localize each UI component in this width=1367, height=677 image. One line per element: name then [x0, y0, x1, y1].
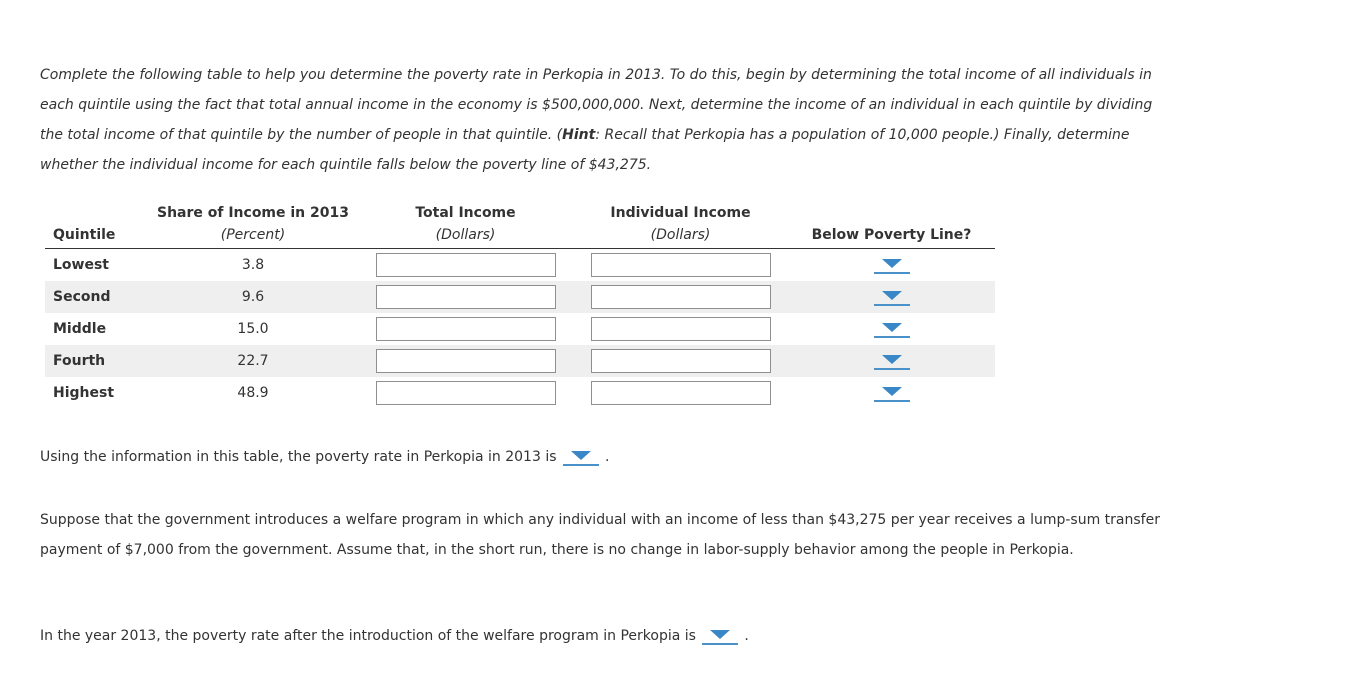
table-row [45, 345, 995, 377]
total-income-input-highest[interactable] [376, 381, 556, 405]
header-quintile: Quintile [45, 221, 148, 249]
total-income-input-lowest[interactable] [376, 253, 556, 277]
quintile-label: Second [45, 281, 148, 313]
individual-income-input-middle[interactable] [591, 317, 771, 341]
header-below-poverty: Below Poverty Line? [788, 221, 995, 249]
header-individual-income: Individual Income [610, 205, 751, 221]
welfare-question-text: In the year 2013, the poverty rate after the introduction of the welfare program in Perkopia is [40, 628, 696, 644]
share-value: 9.6 [148, 281, 358, 313]
chevron-down-icon [882, 291, 902, 300]
chevron-down-icon [882, 387, 902, 396]
chevron-down-icon [882, 355, 902, 364]
share-value: 22.7 [148, 345, 358, 377]
header-share-unit: (Percent) [148, 221, 358, 249]
share-value: 48.9 [237, 385, 269, 401]
below-poverty-dropdown-lowest[interactable] [874, 256, 910, 274]
table-row [45, 249, 995, 282]
welfare-poverty-rate-question [40, 627, 749, 645]
total-income-input-fourth[interactable] [376, 349, 556, 373]
table-row [45, 377, 995, 409]
table-row [45, 313, 995, 345]
header-blank [45, 193, 148, 221]
individual-income-input-lowest[interactable] [591, 253, 771, 277]
poverty-rate-question-text: Using the information in this table, the poverty rate in Perkopia in 2013 is [40, 449, 557, 465]
instructions-text-2: : Recall that Perkopia has a population of 10,000 people.) Finally, determine whether the individual income for each quintile falls below the poverty line of $43,275. [40, 127, 1130, 173]
quintile-label: Fourth [45, 345, 148, 377]
below-poverty-dropdown-fourth[interactable] [874, 352, 910, 370]
poverty-rate-dropdown[interactable] [563, 448, 599, 466]
welfare-poverty-rate-dropdown[interactable] [702, 627, 738, 645]
question-period: . [604, 449, 610, 465]
individual-income-input-highest[interactable] [591, 381, 771, 405]
welfare-program-paragraph: Suppose that the government introduces a welfare program in which any individual with an income of less than $43,275 per year receives a lump-sum transfer payment of $7,000 from the government. Assume that, in the short run, there is no change in labor-supply behavior among the people in Perkopia. [40, 512, 1160, 558]
individual-income-input-second[interactable] [591, 285, 771, 309]
header-share: Share of Income in 2013 [156, 205, 349, 221]
chevron-down-icon [571, 451, 591, 460]
header-individual-unit: (Dollars) [573, 221, 788, 249]
table-row [45, 281, 995, 313]
question-period: . [744, 628, 749, 644]
instructions-paragraph [40, 60, 1170, 180]
poverty-rate-question [40, 448, 609, 466]
quintile-label: Lowest [53, 257, 109, 273]
below-poverty-dropdown-second[interactable] [874, 288, 910, 306]
below-poverty-dropdown-highest[interactable] [874, 384, 910, 402]
header-total-income: Total Income [415, 205, 516, 221]
header-total-unit: (Dollars) [358, 221, 573, 249]
individual-income-input-fourth[interactable] [591, 349, 771, 373]
share-value: 3.8 [241, 257, 265, 273]
quintile-label: Middle [53, 321, 107, 337]
chevron-down-icon [882, 259, 902, 268]
poverty-table [45, 193, 995, 409]
quintile-label: Highest [53, 385, 115, 401]
total-income-input-second[interactable] [376, 285, 556, 309]
chevron-down-icon [710, 630, 730, 639]
chevron-down-icon [882, 323, 902, 332]
instructions-text-1: Complete the following table to help you determine the poverty rate in Perkopia in 2013. To do this, begin by determining the total income of all individuals in each quintile using the fact that total annual income in the economy is $500,000,000. Next, determine the income of an individual in each quintile by dividing the total income of that quintile by the number of people in that quintile. ( [40, 67, 1153, 143]
header-blank-2 [788, 193, 995, 221]
share-value: 15.0 [237, 321, 269, 337]
below-poverty-dropdown-middle[interactable] [874, 320, 910, 338]
total-income-input-middle[interactable] [376, 317, 556, 341]
hint-label: Hint [562, 127, 596, 143]
